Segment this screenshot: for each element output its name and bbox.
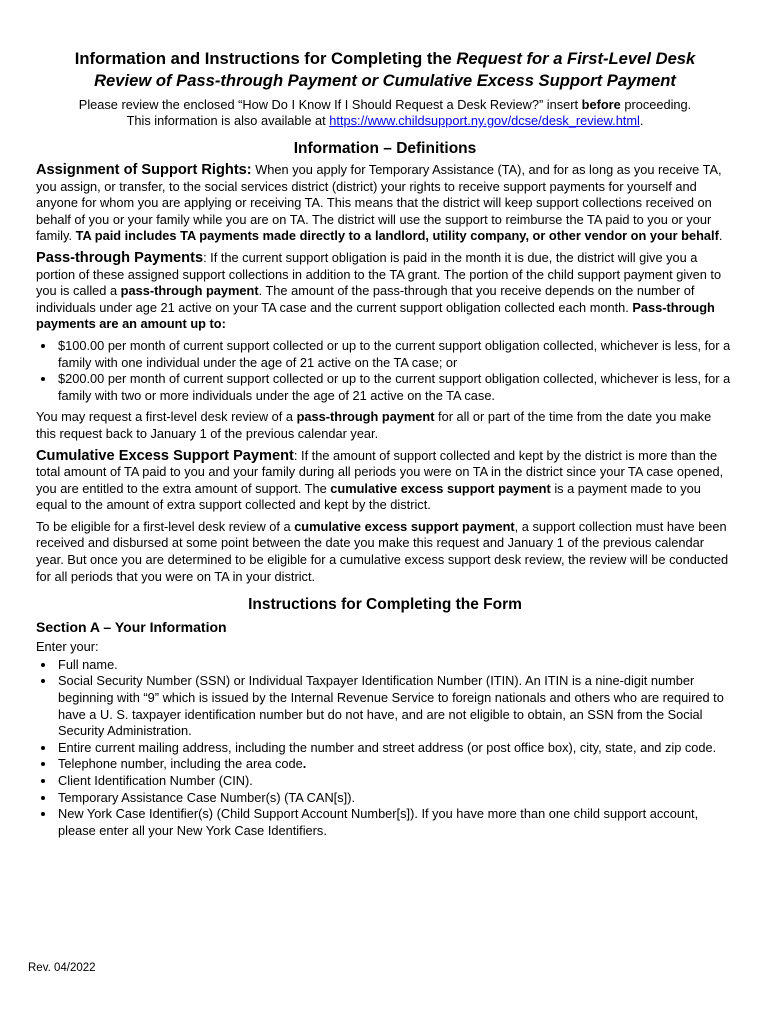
title-italic-2: Review of Pass-through Payment or Cumulative Excess Support Payment xyxy=(94,71,676,90)
elig-pre: To be eligible for a first-level desk review of a xyxy=(36,518,295,534)
assignment-text: When you apply for Temporary Assistance (TA), and for as long as you receive TA, you assign, or transfer, to the social services district (district) your rights to receive support payments for yourself and anyone for whom you are applying or receiving TA. This means that the district will keep support collections received on behalf of you or your family while you are on TA. The district will use the support to reimburse the TA paid to you or your family. xyxy=(36,162,722,244)
passthrough-text1: : If the current support obligation is paid in the month it is due, the district will give you a portion of these assigned support collections in addition to the TA grant. The portion of the child support payment given to you is called a xyxy=(36,249,722,299)
passthrough-request-paragraph xyxy=(36,409,734,442)
elig-post: , a support collection must have been received and disbursed at some point between the date you make this request and January 1 of the previous calendar year. But once you are determined to be eligible for a cumulative excess support desk review, the review will be conducted for all periods that you were on TA in your district. xyxy=(36,518,729,584)
desk-review-link[interactable]: https://www.childsupport.ny.gov/dcse/desk_review.html xyxy=(329,113,640,128)
passthrough-bold2: Pass-through payments are an amount up to: xyxy=(36,299,715,332)
instructions-heading: Instructions for Completing the Form xyxy=(248,596,522,614)
page-title xyxy=(36,48,734,92)
passthrough-paragraph xyxy=(36,250,734,333)
passthrough-bold1: pass-through payment xyxy=(120,283,259,299)
title-plain: Information and Instructions for Completing the xyxy=(74,49,457,68)
list-item: • Temporary Assistance Case Number(s) (TA CAN[s]). xyxy=(56,790,734,807)
phone-item-text: Telephone number, including the area code xyxy=(58,756,303,772)
phone-item-end: . xyxy=(302,756,307,772)
passthrough-lead: Pass-through Payments xyxy=(36,249,204,266)
title-italic-1: Request for a First-Level Desk xyxy=(456,49,696,68)
enter-your-label: Enter your: xyxy=(36,639,99,655)
list-item: • Social Security Number (SSN) or Individual Taxpayer Identification Number (ITIN). An ITIN is a nine-digit number beginning with “9” which is issued by the Internal Revenue Service to foreign nationals and others who are required to have a U. S. taxpayer identification number but do not have, and are not eligible to obtain, an SSN from the Social Security Administration. xyxy=(56,673,734,739)
intro-text xyxy=(36,97,734,129)
intro-line1-pre: Please review the enclosed “How Do I Know If I Should Request a Desk Review?” insert xyxy=(78,97,582,112)
list-item: • $200.00 per month of current support collected or up to the current support obligation collected, whichever is less, for a family with two or more individuals under the age of 21 active on the TA case. xyxy=(56,371,734,404)
section-a-heading: Section A – Your Information xyxy=(36,619,227,636)
list-item: • $100.00 per month of current support collected or up to the current support obligation collected, whichever is less, for a family with one individual under the age of 21 active on the TA case; or xyxy=(56,338,734,371)
revision-label: Rev. 04/2022 xyxy=(28,962,96,974)
assignment-end: . xyxy=(718,228,723,244)
list-item: • Client Identification Number (CIN). xyxy=(56,773,734,790)
cumulative-lead: Cumulative Excess Support Payment xyxy=(36,447,294,464)
intro-before-bold: before xyxy=(581,97,621,112)
definitions-heading: Information – Definitions xyxy=(293,140,477,157)
passthrough-text2: . The amount of the pass-through that you receive depends on the number of individuals under age 21 active on your TA case and the current support obligation collected each month. xyxy=(36,283,695,315)
request-bold: pass-through payment xyxy=(296,409,435,425)
eligibility-paragraph xyxy=(36,519,734,585)
intro-line2-pre: This information is also available at xyxy=(126,113,330,128)
list-item xyxy=(56,756,734,773)
section-a-list xyxy=(36,657,734,840)
cumulative-paragraph xyxy=(36,448,734,514)
list-item: • Full name. xyxy=(56,657,734,674)
cumulative-bold1: cumulative excess support payment xyxy=(330,480,551,496)
list-item: • New York Case Identifier(s) (Child Support Account Number[s]). If you have more than one child support account, please enter all your New York Case Identifiers. xyxy=(56,806,734,839)
intro-line2-post: . xyxy=(639,113,644,128)
request-pre: You may request a first-level desk review of a xyxy=(36,409,297,425)
elig-bold: cumulative excess support payment xyxy=(294,518,515,534)
list-item: • Entire current mailing address, including the number and street address (or post office box), city, state, and zip code. xyxy=(56,740,734,757)
cumulative-text1: : If the amount of support collected and kept by the district is more than the total amount of TA paid to you and your family during all periods you were on TA in the district since your TA case opened, you are entitled to the extra amount of support. The xyxy=(36,447,724,496)
cumulative-text2: is a payment made to you equal to the amount of extra support collected and kept by the district. xyxy=(36,480,701,513)
assignment-paragraph xyxy=(36,162,734,245)
intro-line1-post: proceeding. xyxy=(620,97,692,112)
passthrough-list xyxy=(36,338,734,404)
request-post: for all or part of the time from the date you make this request back to January 1 of the previous calendar year. xyxy=(36,409,712,441)
assignment-bold: TA paid includes TA payments made directly to a landlord, utility company, or other vendor on your behalf xyxy=(75,228,719,244)
assignment-lead: Assignment of Support Rights: xyxy=(36,162,252,178)
